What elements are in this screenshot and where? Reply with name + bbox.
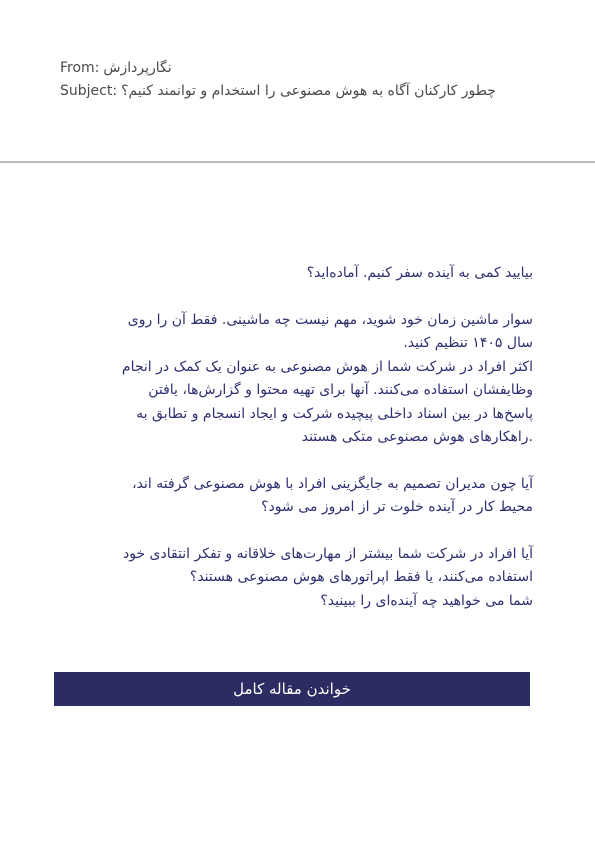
- body-line: آیا افراد در شرکت شما بیشتر از مهارت‌های خلاقانه و تفکر انتقادی خود: [122, 545, 533, 562]
- body-line: پاسخ‌ها در بین اسناد داخلی پیچیده شرکت و ایجاد انسجام و تطابق به: [136, 405, 533, 422]
- subject-label: Subject:: [60, 83, 118, 99]
- body-line: شما می خواهید چه آینده‌ای را ببینید؟: [320, 592, 533, 609]
- body-line: استفاده می‌کنند، یا فقط اپراتورهای هوش مصنوعی هستند؟: [189, 569, 533, 585]
- body-line: وظایفشان استفاده می‌کنند. آنها برای تهیه محتوا و گزارش‌ها، یافتن: [148, 382, 533, 398]
- subject-value: چطور کارکنان آگاه به هوش مصنوعی را استخدام و توانمند کنیم؟: [121, 83, 496, 99]
- paragraph-time-machine: [60, 309, 533, 450]
- paragraph-question-skills: [60, 543, 533, 614]
- body-line: محیط کار در آینده خلوت تر از امروز می شود؟: [261, 499, 533, 515]
- paragraph-question-managers: [60, 473, 533, 520]
- body-line: بیایید کمی به آینده سفر کنیم. آماده‌اید؟: [306, 265, 533, 281]
- subject-row: [60, 80, 560, 103]
- email-body: [60, 262, 533, 636]
- header-divider: [0, 161, 595, 163]
- from-label: From:: [60, 60, 100, 76]
- body-line: سوار ماشین زمان خود شوید، مهم نیست چه ماشینی. فقط آن را روی: [127, 311, 533, 328]
- from-row: [60, 57, 560, 80]
- body-line: آیا چون مدیران تصمیم به جایگزینی افراد با هوش مصنوعی گرفته اند،: [132, 475, 533, 492]
- body-line: سال ۱۴۰۵ تنظیم کنید.: [403, 335, 533, 351]
- body-line: .راهکارهای هوش مصنوعی متکی هستند: [301, 429, 533, 445]
- read-full-article-button[interactable]: خواندن مقاله کامل: [54, 672, 530, 706]
- paragraph-intro: [60, 262, 533, 286]
- email-header: [60, 57, 560, 103]
- body-line: اکثر افراد در شرکت شما از هوش مصنوعی به عنوان یک کمک در انجام: [121, 358, 533, 375]
- from-value: نگارپردازش: [103, 60, 172, 76]
